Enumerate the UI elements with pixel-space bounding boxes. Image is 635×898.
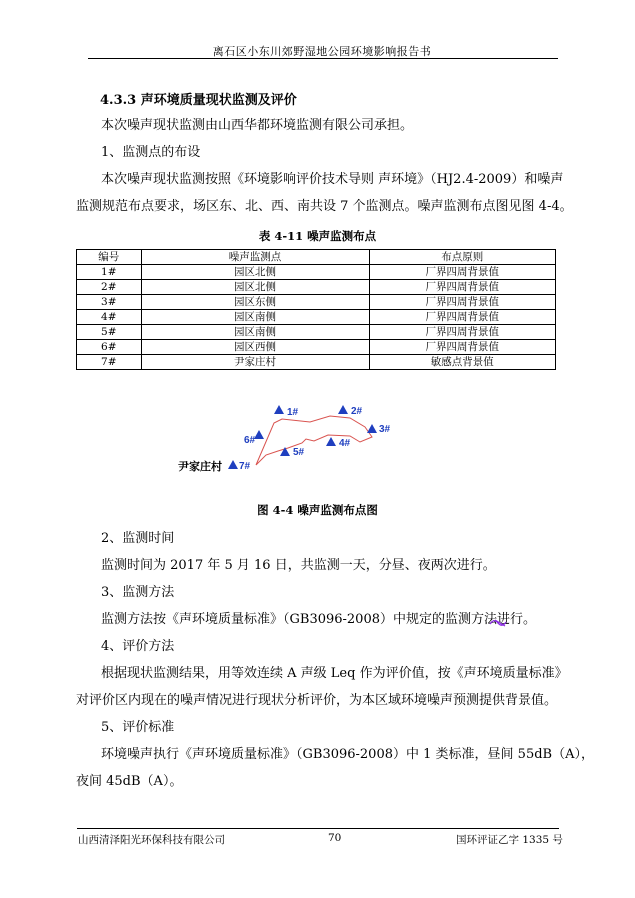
page-header: 离石区小东川郊野湿地公园环境影响报告书 <box>212 45 432 58</box>
marker-4-icon <box>326 437 336 446</box>
annotation-mark-icon <box>489 617 511 627</box>
marker-7-label: 7# <box>239 461 251 472</box>
cell-principle: 敏感点背景值 <box>369 355 555 370</box>
marker-1-label: 1# <box>287 407 299 418</box>
table-row <box>77 355 556 370</box>
cell-number: 2# <box>77 280 142 295</box>
cell-point: 园区北侧 <box>141 280 369 295</box>
marker-3-label: 3# <box>379 424 391 435</box>
table-row <box>77 280 556 295</box>
cell-point: 园区南侧 <box>141 310 369 325</box>
table-row <box>77 325 556 340</box>
paragraph-contractor: 本次噪声现状监测由山西华都环境监测有限公司承担。 <box>101 118 414 133</box>
paragraph-layout-line1: 本次噪声现状监测按照《环境影响评价技术导则 声环境》（HJ2.4-2009）和噪声 <box>101 172 564 187</box>
heading-monitoring-points: 1、监测点的布设 <box>101 145 201 160</box>
cell-point: 园区南侧 <box>141 325 369 340</box>
header-monitoring-point: 噪声监测点 <box>141 250 369 265</box>
heading-monitoring-time: 2、监测时间 <box>101 531 175 546</box>
cell-principle: 厂界四周背景值 <box>369 340 555 355</box>
cell-principle: 厂界四周背景值 <box>369 295 555 310</box>
cell-number: 3# <box>77 295 142 310</box>
heading-monitoring-method: 3、监测方法 <box>101 585 175 600</box>
paragraph-monitoring-time: 监测时间为 2017 年 5 月 16 日，共监测一天，分昼、夜两次进行。 <box>101 558 496 573</box>
footer-certificate: 国环评证乙字 1335 号 <box>456 834 563 846</box>
park-boundary <box>256 416 372 465</box>
cell-number: 5# <box>77 325 142 340</box>
section-title: 4.3.3 声环境质量现状监测及评价 <box>100 93 297 108</box>
heading-evaluation-standard: 5、评价标准 <box>101 720 175 735</box>
cell-number: 1# <box>77 265 142 280</box>
cell-point: 园区东侧 <box>141 295 369 310</box>
marker-2-icon <box>338 405 348 414</box>
cell-point: 园区西侧 <box>141 340 369 355</box>
cell-principle: 厂界四周背景值 <box>369 325 555 340</box>
table-row <box>77 295 556 310</box>
header-divider <box>88 58 558 59</box>
cell-principle: 厂界四周背景值 <box>369 265 555 280</box>
village-label: 尹家庄村 <box>178 460 222 473</box>
paragraph-evaluation-line1: 根据现状监测结果，用等效连续 A 声级 Leq 作为评价值，按《声环境质量标准》 <box>101 666 568 681</box>
paragraph-standard-line1: 环境噪声执行《声环境质量标准》（GB3096-2008）中 1 类标准，昼间 55dB（A）， <box>101 747 594 762</box>
cell-point: 园区北侧 <box>141 265 369 280</box>
noise-monitoring-table <box>76 249 556 370</box>
marker-7-icon <box>228 460 238 469</box>
table-header-row <box>77 250 556 265</box>
marker-1-icon <box>274 405 284 414</box>
marker-2-label: 2# <box>351 406 363 417</box>
table-row <box>77 265 556 280</box>
paragraph-monitoring-method: 监测方法按《声环境质量标准》（GB3096-2008）中规定的监测方法进行。 <box>101 612 536 627</box>
cell-principle: 厂界四周背景值 <box>369 280 555 295</box>
cell-principle: 厂界四周背景值 <box>369 310 555 325</box>
table-row <box>77 310 556 325</box>
marker-3-icon <box>367 424 377 433</box>
footer-divider <box>77 828 559 829</box>
monitoring-point-map <box>160 395 420 485</box>
header-number: 编号 <box>77 250 142 265</box>
figure-caption: 图 4-4 噪声监测布点图 <box>257 503 378 517</box>
cell-number: 7# <box>77 355 142 370</box>
marker-6-icon <box>254 430 264 439</box>
paragraph-layout-line2: 监测规范布点要求，场区东、北、西、南共设 7 个监测点。噪声监测布点图见图 4-4。 <box>76 199 573 214</box>
cell-number: 4# <box>77 310 142 325</box>
cell-number: 6# <box>77 340 142 355</box>
paragraph-standard-line2: 夜间 45dB（A）。 <box>76 774 183 789</box>
table-row <box>77 340 556 355</box>
cell-point: 尹家庄村 <box>141 355 369 370</box>
header-principle: 布点原则 <box>369 250 555 265</box>
marker-4-label: 4# <box>339 438 351 449</box>
marker-6-label: 6# <box>244 435 256 446</box>
heading-evaluation-method: 4、评价方法 <box>101 639 175 654</box>
footer-company: 山西清泽阳光环保科技有限公司 <box>78 834 225 846</box>
marker-5-label: 5# <box>293 447 305 458</box>
footer-page-number: 70 <box>328 832 342 844</box>
paragraph-evaluation-line2: 对评价区内现在的噪声情况进行现状分析评价，为本区域环境噪声预测提供背景值。 <box>76 693 558 708</box>
table-caption: 表 4-11 噪声监测布点 <box>258 229 377 243</box>
